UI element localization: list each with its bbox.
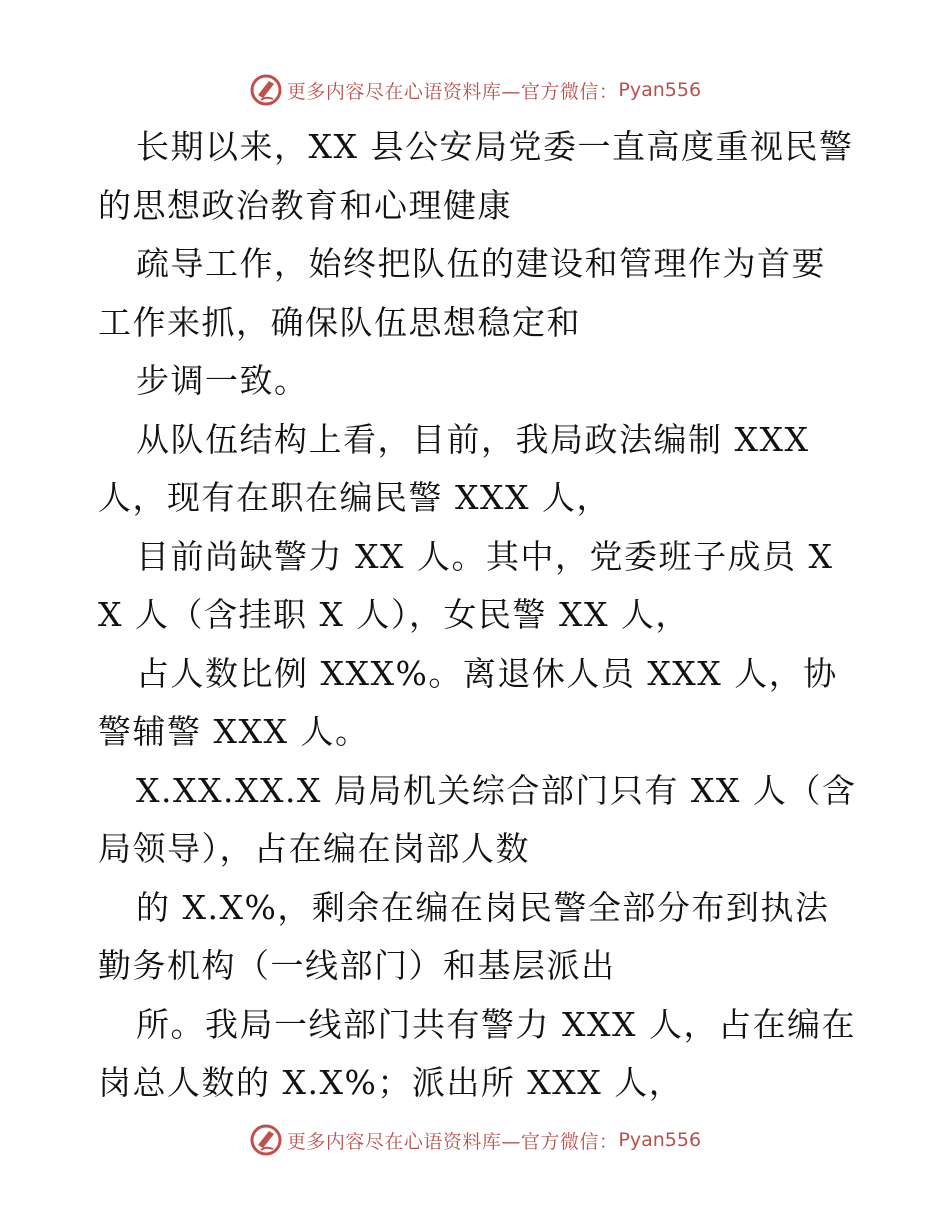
header-banner-wechat-id: Pyan556 — [618, 79, 702, 101]
footer-watermark-banner — [0, 1120, 950, 1160]
body-line-8: 的 X.X%，剩余在编在岗民警全部分布到执法勤务机构（一线部门）和基层派出 — [98, 887, 830, 985]
header-banner-text: 更多内容尽在心语资料库—官方微信： — [286, 80, 619, 103]
body-line-9: 所。我局一线部门共有警力 XXX 人，占在编在岗总人数的 X.X%；派出所 XXX 人， — [98, 1004, 856, 1102]
footer-banner-text: 更多内容尽在心语资料库—官方微信： — [286, 1130, 619, 1153]
book-pen-logo-icon — [249, 73, 283, 107]
book-pen-logo-icon — [249, 1123, 283, 1157]
body-line-1: 长期以来，XX 县公安局党委一直高度重视民警的思想政治教育和心理健康 — [98, 127, 854, 225]
body-line-2: 疏导工作，始终把队伍的建设和管理作为首要工作来抓，确保队伍思想稳定和 — [98, 244, 826, 342]
body-line-3: 步调一致。 — [136, 361, 309, 400]
body-line-6: 占人数比例 XXX%。离退休人员 XXX 人，协警辅警 XXX 人。 — [98, 653, 838, 751]
header-watermark-banner — [0, 70, 950, 110]
document-body — [98, 118, 858, 1113]
body-line-7: X.XX.XX.X 局局机关综合部门只有 XX 人（含局领导），占在编在岗部人数 — [98, 770, 857, 868]
footer-banner-wechat-id: Pyan556 — [618, 1129, 702, 1151]
body-line-4: 从队伍结构上看，目前，我局政法编制 XXX 人，现有在职在编民警 XXX 人， — [98, 419, 810, 517]
body-line-5: 目前尚缺警力 XX 人。其中，党委班子成员 XX 人（含挂职 X 人），女民警 XX 人， — [98, 536, 834, 634]
